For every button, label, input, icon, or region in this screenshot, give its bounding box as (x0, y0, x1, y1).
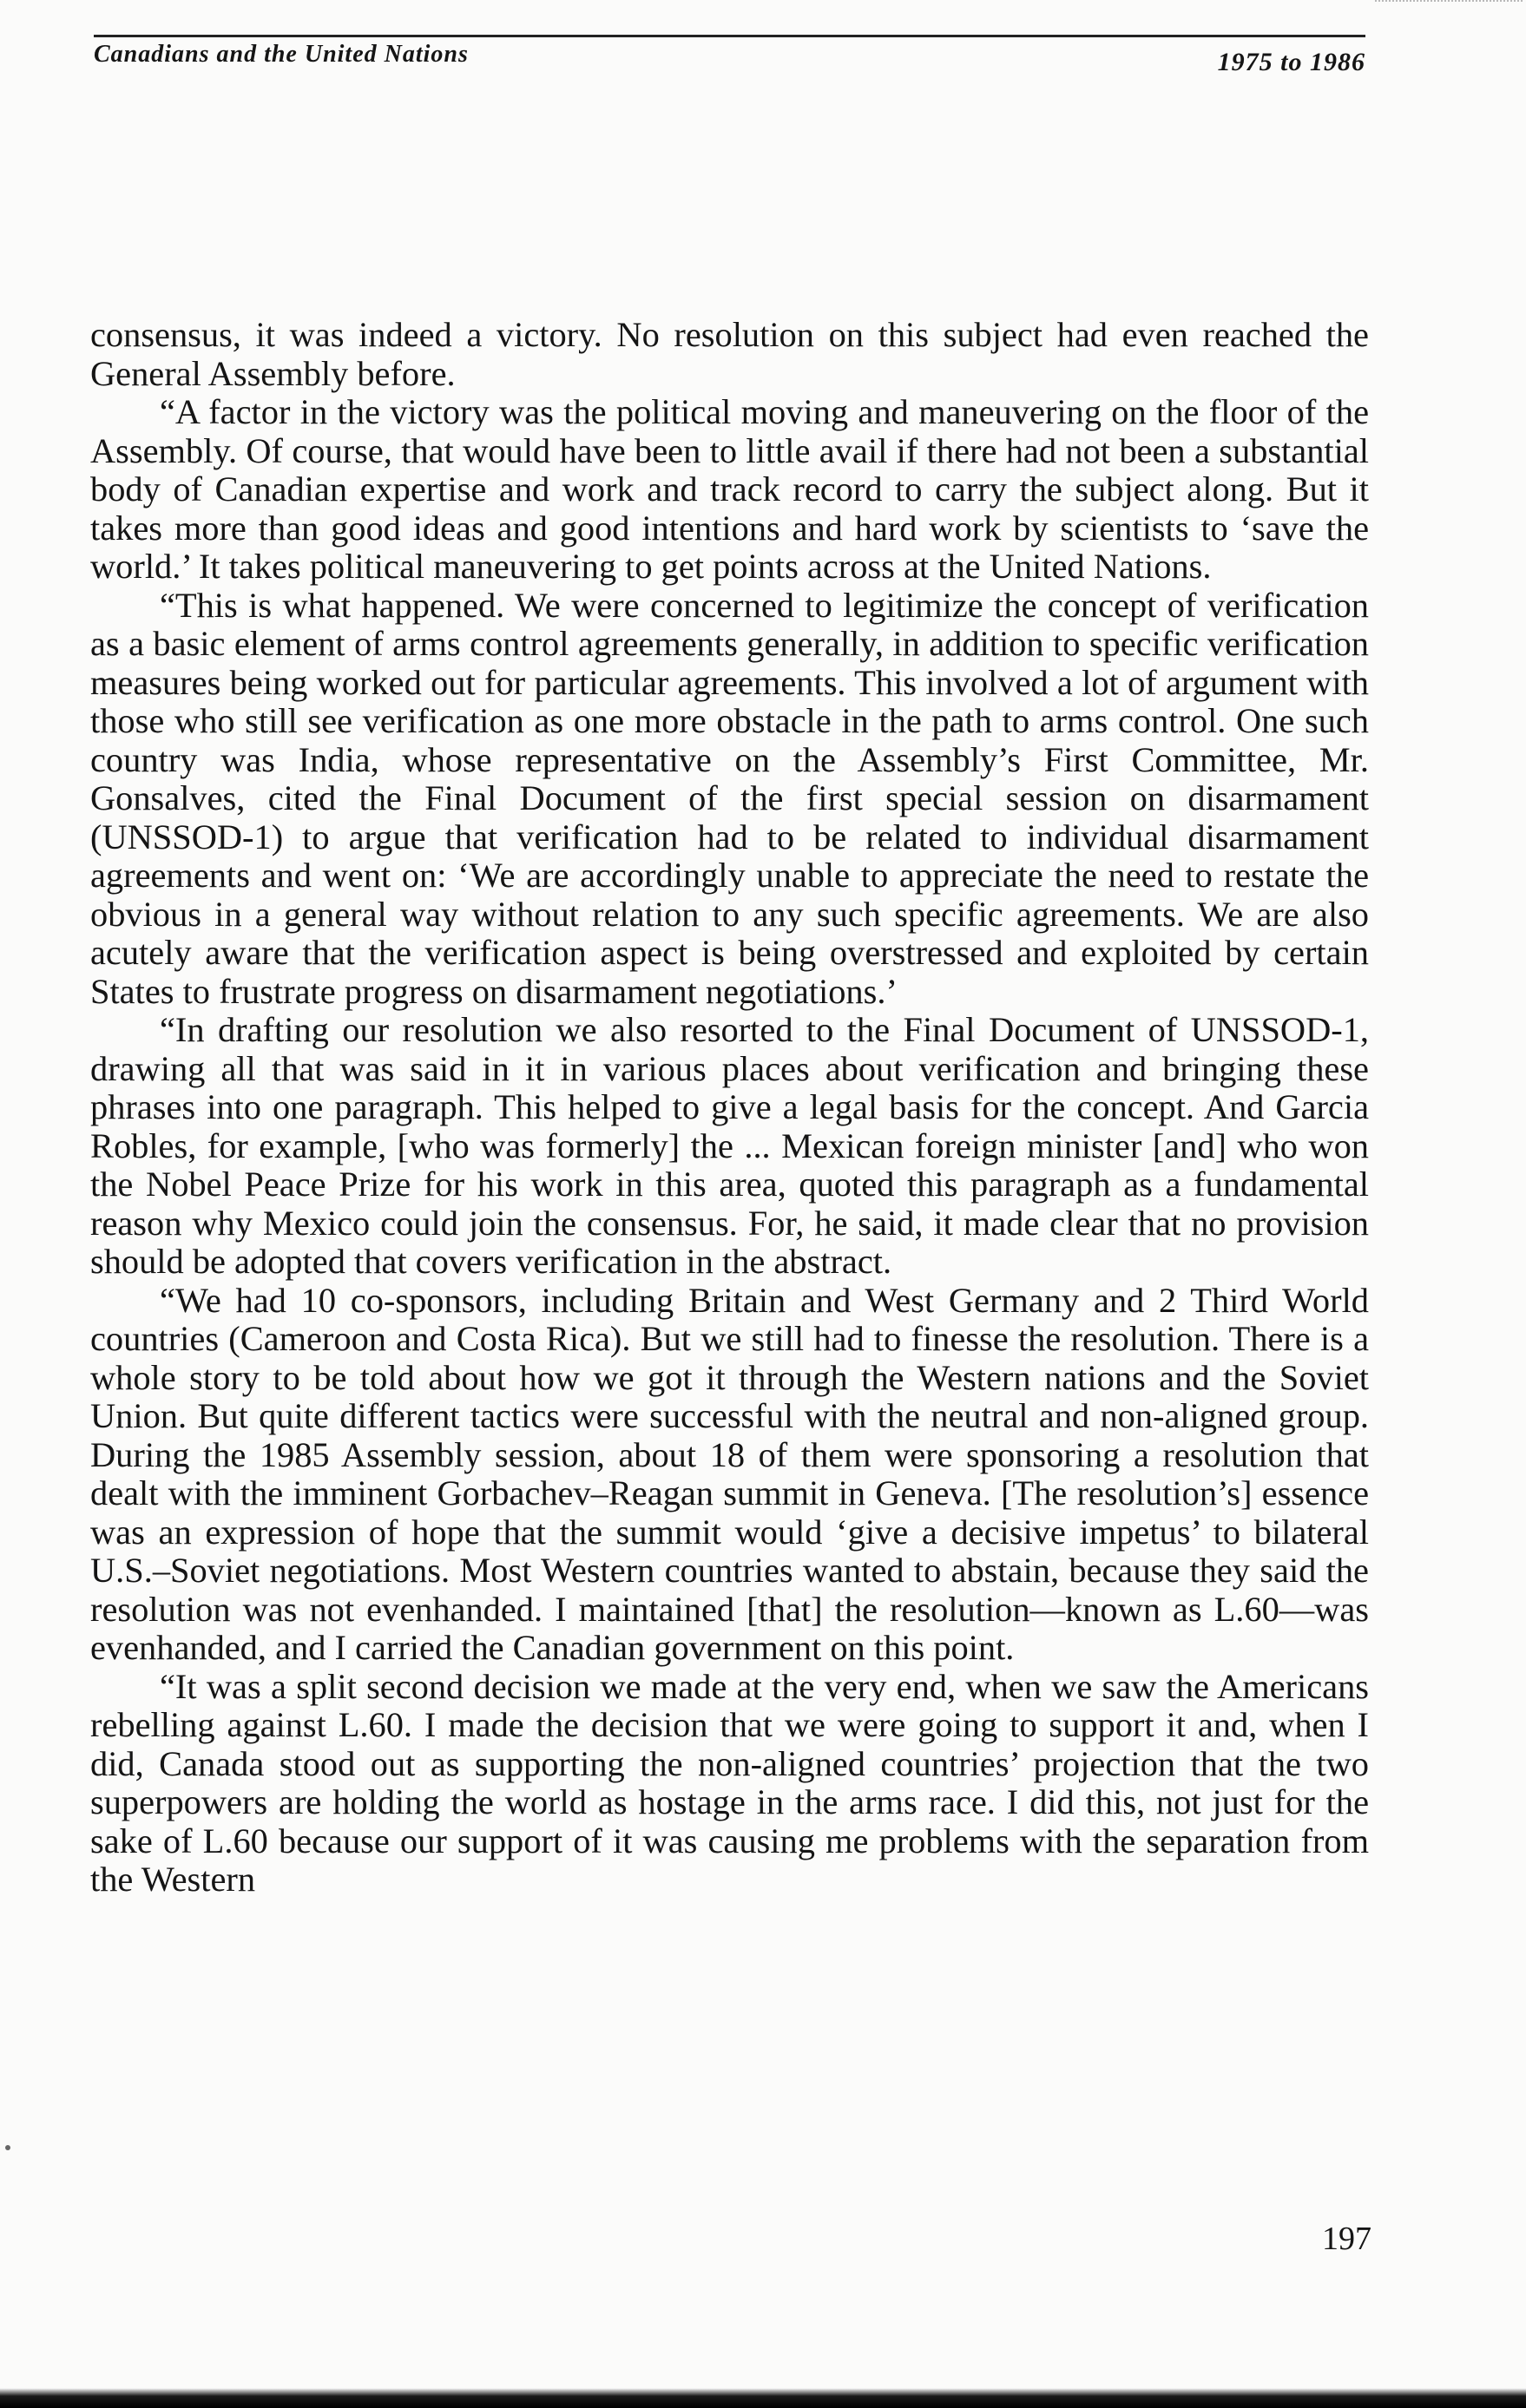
scan-dotted-marks (1375, 0, 1523, 12)
body-paragraph: “This is what happened. We were concerned to legitimize the concept of verification as a basic element of arms control agreements generally, in addition to specific verification measures being worked out for particular agreements. This involved a lot of argument with those who still see verification as one more obstacle in the path to arms control. One such country was India, whose representative on the Assembly’s First Committee, Mr. Gonsalves, cited the Final Document of the first special session on disarmament (UNSSOD-1) to argue that verification had to be related to individual disarmament agreements and went on: ‘We are accordingly unable to appreciate the need to restate the obvious in a general way without relation to any such specific agreements. We are also acutely aware that the verification aspect is being overstressed and exploited by certain States to frustrate progress on disarmament negotiations.’ (90, 585, 1369, 1011)
body-paragraph: consensus, it was indeed a victory. No resolution on this subject had even reached the General Assembly before. (90, 315, 1369, 393)
scan-bottom-edge (0, 2388, 1526, 2408)
body-paragraph: “In drafting our resolution we also resorted to the Final Document of UNSSOD-1, drawing all that was said in it in various places about verification and bringing these phrases into one paragraph. This helped to give a legal basis for the concept. And Garcia Robles, for example, [who was formerly] the ... Mexican foreign minister [and] who won the Nobel Peace Prize for his work in this area, quoted this paragraph as a fundamental reason why Mexico could join the consensus. For, he said, it made clear that no provision should be adopted that covers verification in the abstract. (90, 1010, 1369, 1281)
running-header (94, 35, 1365, 77)
body-paragraph: “We had 10 co-sponsors, including Britain and West Germany and 2 Third World countries (Cameroon and Costa Rica). But we still had to finesse the resolution. There is a whole story to be told about how we got it through the Western nations and the Soviet Union. But quite different tactics were successful with the neutral and non-aligned group. During the 1985 Assembly session, about 18 of them were sponsoring a resolution that dealt with the imminent Gorbachev–Reagan summit in Geneva. [The resolution’s] essence was an expression of hope that the summit would ‘give a decisive impetus’ to bilateral U.S.–Soviet negotiations. Most Western countries wanted to abstain, because they said the resolution was not evenhanded. I maintained [that] the resolution—known as L.60—was evenhanded, and I carried the Canadian government on this point. (90, 1280, 1369, 1667)
scan-speck (5, 2145, 10, 2150)
body-paragraph: “It was a split second decision we made at the very end, when we saw the Americans rebelling against L.60. I made the decision that we were going to support it and, when I did, Canada stood out as supporting the non-aligned countries’ projection that the two superpowers are holding the world as hostage in the arms race. I did this, not just for the sake of L.60 because our support of it was causing me problems with the separation from the Western (90, 1666, 1369, 1899)
page-body-text (90, 316, 1369, 1899)
body-paragraph: “A factor in the victory was the political moving and maneuvering on the floor of the Assembly. Of course, that would have been to little avail if there had not been a substantial body of Canadian expertise and work and track record to carry the subject along. But it takes more than good ideas and good intentions and hard work by scientists to ‘save the world.’ It takes political maneuvering to get points across at the United Nations. (90, 392, 1369, 586)
book-title: Canadians and the United Nations (94, 41, 469, 68)
date-range: 1975 to 1986 (1217, 48, 1365, 76)
page-number: 197 (1322, 2221, 1371, 2257)
